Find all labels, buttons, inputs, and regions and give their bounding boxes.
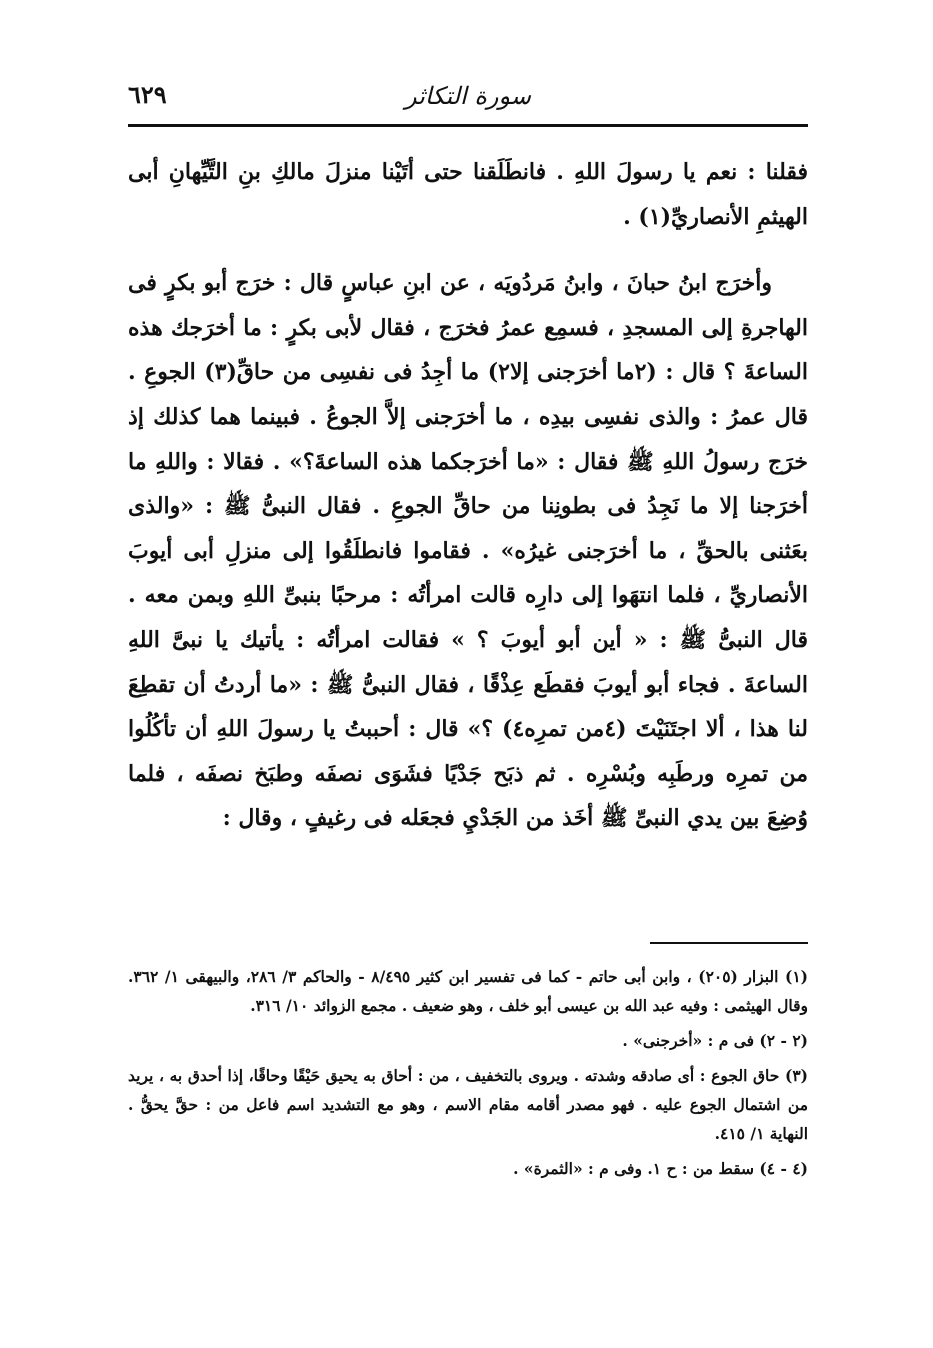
paragraph-1: فقلنا : نعم يا رسولَ اللهِ . فانطَلَقنا حتى أتَيْنا منزلَ مالكِ بنِ التَّيِّهانِ أبى الهيثمِ الأنصاريِّ(١) .: [128, 159, 808, 230]
footnote-divider: [650, 942, 808, 944]
surah-title: سورة التكاثر: [404, 82, 531, 110]
paragraph-spacer: [128, 239, 808, 261]
footnote-1: (١) البزار (٢٠٥) ، وابن أبى حاتم - كما فى تفسير ابن كثير ٨/٤٩٥ - والحاكم ٣/ ٢٨٦، والبيهقى ١/ ٣٦٢. وقال الهيثمى : وفيه عبد الله بن عيسى أبو خلف ، وهو ضعيف . مجمع الزوائد ١٠/ ٣١٦.: [128, 967, 809, 1015]
footnote-2: (٢ - ٢) فى م : «أخرجنى» .: [622, 1031, 808, 1050]
main-text: [128, 150, 808, 841]
footnote-4: (٤ - ٤) سقط من : ح ١. وفى م : «الثمرة» .: [513, 1159, 808, 1178]
page-header: [128, 78, 808, 118]
header-divider: [128, 124, 808, 127]
footnote-3: (٣) حاق الجوع : أى صادقه وشدته . ويروى بالتخفيف ، من : أحاق به يحيق حَيْقًا وحاقًا، إذا أحدق به ، يريد من اشتمال الجوع عليه . فهو مصدر أقامه مقام الاسم ، وهو مع التشديد اسم فاعل من : حقَّ يحقُّ . النهاية ١/ ٤١٥.: [128, 1066, 808, 1143]
footnotes: [128, 962, 808, 1183]
paragraph-2: وأخرَج ابنُ حبانَ ، وابنُ مَردُويَه ، عن ابنِ عباسٍ قال : خرَج أبو بكرٍ فى الهاجرةِ إلى المسجدِ ، فسمِع عمرُ فخرَج ، فقال لأبى بكرٍ : ما أخرَجك هذه الساعةَ ؟ قال : (٢ما أخرَجنى إلا٢) ما أجِدُ فى نفسِى من حاقِّ(٣) الجوعِ . قال عمرُ : والذى نفسِى بيدِه ، ما أخرَجنى إلاَّ الجوعُ . فبينما هما كذلك إذ خرَج رسولُ اللهِ ﷺ فقال : «ما أخرَجكما هذه الساعةَ؟» . فقالا : واللهِ ما أخرَجنا إلا ما نَجِدُ فى بطونِنا من حاقِّ الجوعِ . فقال النبىُّ ﷺ : «والذى بعَثنى بالحقِّ ، ما أخرَجنى غيرُه» . فقاموا فانطلَقُوا إلى منزلِ أبى أيوبَ الأنصاريِّ ، فلما انتهَوا إلى دارِه قالت امرأتُه : مرحبًا بنبىِّ اللهِ وبمن معه . قال النبىُّ ﷺ : « أين أبو أيوبَ ؟ » فقالت امرأتُه : يأتيك يا نبىَّ اللهِ الساعةَ . فجاء أبو أيوبَ فقطَع عِذْقًا ، فقال النبىُّ ﷺ : «ما أردتُ أن تقطِعَ لنا هذا ، ألا اجتَنَيْتَ (٤من تمرِه٤) ؟» قال : أحببتُ يا رسولَ اللهِ أن تأكُلُوا من تمرِه ورطَبِه وبُسْرِه . ثم ذبَح جَدْيًا فشَوَى نصفَه وطبَخ نصفَه ، فلما وُضِعَ بين يدي النبىِّ ﷺ أخَذ من الجَدْيِ فجعَله فى رغيفٍ ، وقال :: [128, 270, 808, 832]
page-number: ٦٢٩: [128, 80, 167, 109]
